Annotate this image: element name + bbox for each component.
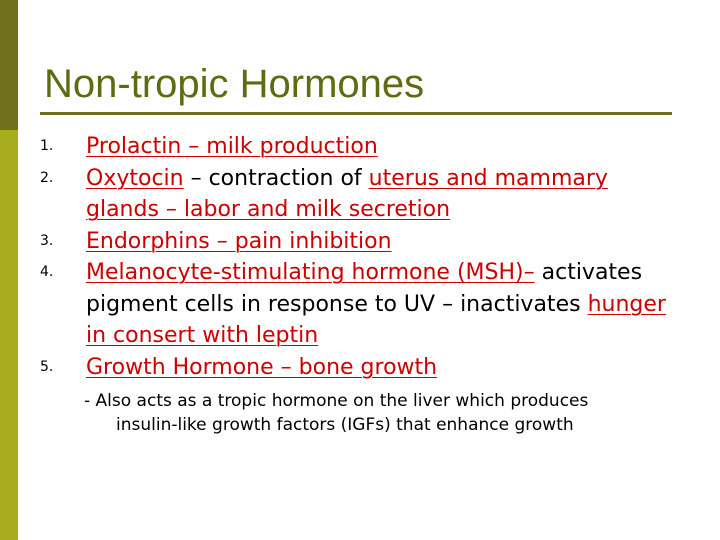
- list-number: 5.: [40, 358, 54, 375]
- title-underline-rule: [40, 112, 672, 115]
- list-item-msh: [40, 257, 680, 352]
- list-number: 3.: [40, 232, 54, 249]
- slide-title: Non-tropic Hormones: [44, 62, 425, 106]
- msh-text: activates pigment cells in response to UV – inactivates: [86, 260, 643, 317]
- list-item-oxytocin: [40, 163, 680, 226]
- msh-link[interactable]: Melanocyte-stimulating hormone (MSH)–: [86, 260, 535, 285]
- growth-hormone-note: [84, 389, 694, 437]
- uterus-mammary-link[interactable]: uterus and mammary glands – labor and milk secretion: [86, 165, 608, 222]
- hunger-leptin-link[interactable]: hunger in consert with leptin: [86, 291, 666, 348]
- hormone-list: [40, 131, 680, 383]
- oxytocin-link[interactable]: Oxytocin: [86, 165, 184, 191]
- list-number: 4.: [40, 264, 54, 280]
- list-item-endorphins: [40, 226, 680, 258]
- list-item-growth-hormone: [40, 352, 680, 384]
- list-number: 1.: [40, 138, 54, 154]
- note-line-2: insulin-like growth factors (IGFs) that enhance growth: [116, 415, 574, 435]
- oxytocin-text: – contraction of: [183, 165, 369, 191]
- note-line-1: - Also acts as a tropic hormone on the liver which produces: [84, 391, 589, 411]
- sidebar-light-band: [0, 130, 18, 540]
- list-item-prolactin: [40, 131, 680, 163]
- prolactin-link[interactable]: Prolactin – milk production: [86, 134, 378, 159]
- endorphins-link[interactable]: Endorphins – pain inhibition: [86, 228, 392, 254]
- sidebar-dark-band: [0, 0, 18, 130]
- growth-hormone-link[interactable]: Growth Hormone – bone growth: [86, 354, 438, 380]
- list-number: 2.: [40, 169, 54, 186]
